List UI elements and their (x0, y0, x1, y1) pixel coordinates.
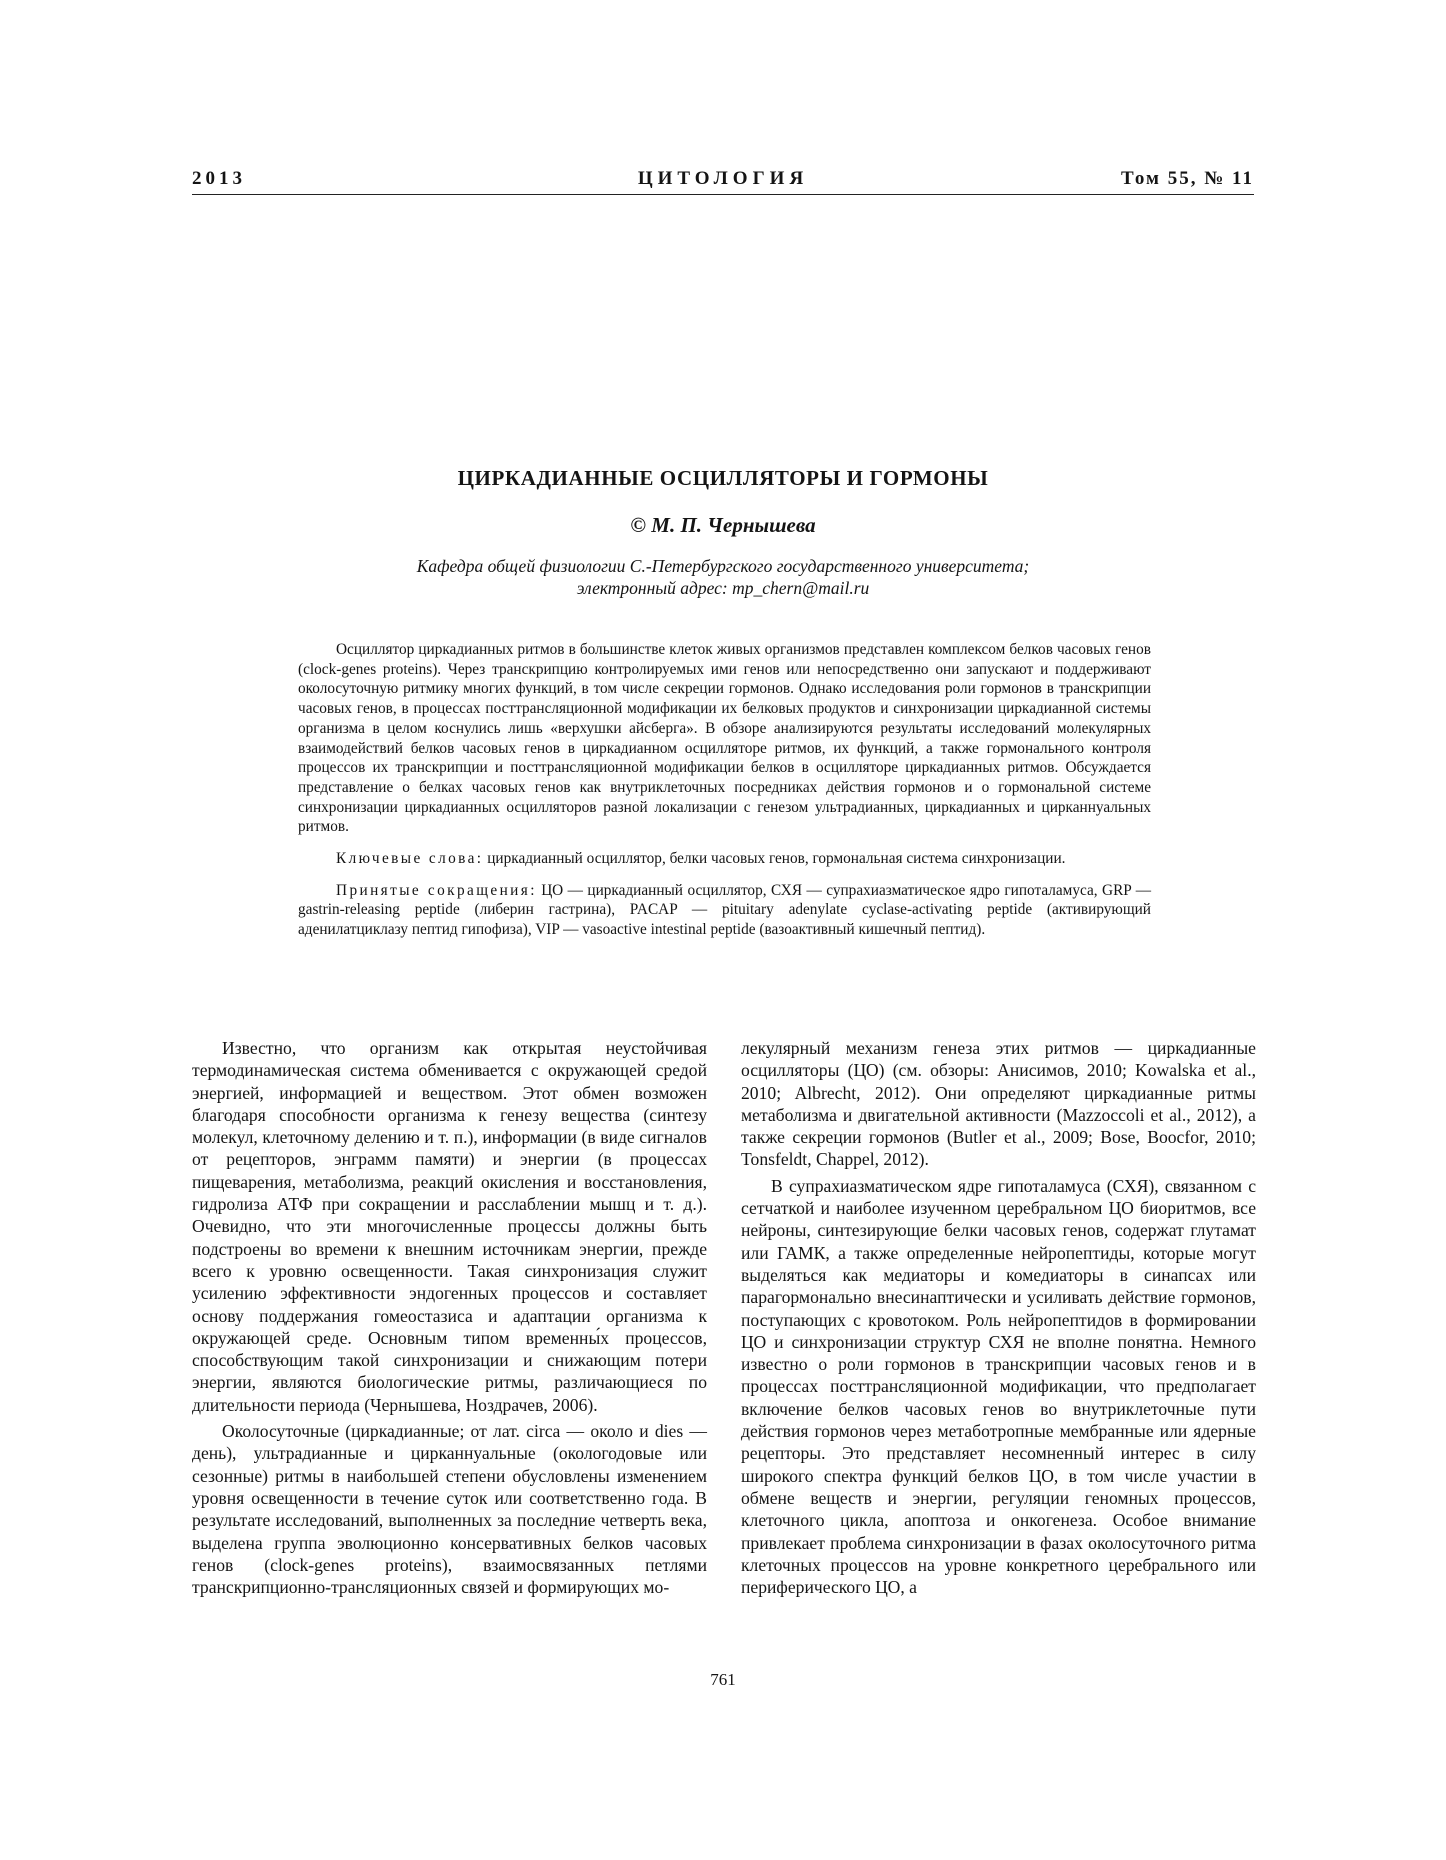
body-column-right (741, 1037, 1256, 1602)
abbreviations-label: Принятые сокращения: (336, 881, 537, 899)
page-number: 761 (710, 1670, 736, 1689)
affiliation-line: Кафедра общей физиологии С.-Петербургского государственного университета; (416, 556, 1030, 576)
article-title: ЦИРКАДИАННЫЕ ОСЦИЛЛЯТОРЫ И ГОРМОНЫ (457, 466, 989, 490)
body-paragraph: В супрахиазматическом ядре гипоталамуса (СХЯ), связанном с сетчаткой и наиболее изученном церебральном ЦО биоритмов, все нейроны, синтезирующие белки часовых генов, содержат глутамат или ГАМК, а также определенные нейропептиды, которые могут выделяться как медиаторы и комедиаторы в синапсах или парагормонально внесинаптически и усиливать действие гормонов, поступающих с кровотоком. Роль нейропептидов в формировании ЦО и синхронизации структур СХЯ не вполне понятна. Немного известно о роли гормонов в транскрипции часовых генов и в процессах посттрансляционной модификации, что предполагает включение белков часовых генов во внутриклеточные пути действия гормонов через метаботропные мембранные или ядерные рецепторы. Это представляет несомненный интерес в силу широкого спектра функций белков ЦО, в том числе участии в обмене веществ и энергии, регуляции геномных процессов, клеточного цикла, апоптоза и онкогенеза. Особое внимание привлекает проблема синхронизации в фазах околосуточного ритма клеточных процессов на уровне конкретного церебрального или периферического ЦО, а (741, 1175, 1256, 1598)
abbreviations-text: ЦО — циркадианный осциллятор, СХЯ — супрахиазматическое ядро гипоталамуса, GRP — gastrin-releasing peptide (либерин гастрина), PACAP — pituitary adenylate cyclase-activating peptide (активирующий аденилатциклазу пептид гипофиза), VIP — vasoactive intestinal peptide (вазоактивный кишечный пептид). (298, 881, 1151, 939)
running-header (192, 166, 1254, 195)
keywords-text: циркадианный осциллятор, белки часовых генов, гормональная система синхронизации. (483, 850, 1066, 868)
abbreviations (298, 881, 1151, 940)
author-affiliation (192, 555, 1254, 599)
header-volume-issue: Том 55, № 11 (1121, 168, 1254, 189)
body-paragraph: лекулярный механизм генеза этих ритмов — циркадианные осцилляторы (ЦО) (см. обзоры: Анисимов, 2010; Kowalska et al., 2010; Albrecht, 2012). Они определяют циркадианные ритмы метаболизма и двигательной активности (Mazzoccoli et al., 2012), а также секреции гормонов (Butler et al., 2009; Bose, Boocfor, 2010; Tonsfeldt, Chappel, 2012). (741, 1038, 1256, 1170)
header-year: 2013 (192, 168, 246, 189)
body-paragraph: Известно, что организм как открытая неустойчивая термодинамическая система обменивается с окружающей средой энергией, информацией и веществом. Этот обмен возможен благодаря способности организма к генезу вещества (синтезу молекул, клеточному делению и т. п.), информации (в виде сигналов от рецепторов, энграмм памяти) и энергии (в процессах пищеварения, метаболизма, реакций окисления и восстановления, гидролиза АТФ при сокращении и расслаблении мышц и т. д.). Очевидно, что эти многочисленные процессы должны быть подстроены во времени к внешним источникам энергии, прежде всего к уровню освещенности. Такая синхронизация служит усилению эффективности эндогенных процессов и составляет основу поддержания гомеостазиса и адаптации организма к окружающей среде. Основным типом временны́х процессов, способствующим такой синхронизации и снижающим потери энергии, являются биологические ритмы, различающиеся по длительности периода (Чернышева, Ноздрачев, 2006). (192, 1038, 707, 1415)
keywords (298, 849, 1151, 869)
body-paragraph: Околосуточные (циркадианные; от лат. circa — около и dies — день), ультрадианные и цирканнуальные (окологодовые или сезонные) ритмы в наибольшей степени обусловлены изменением уровня освещенности в течение суток или соответственно года. В результате исследований, выполненных за последние четверть века, выделена группа эволюционно консервативных белков часовых генов (clock-genes proteins), взаимосвязанных петлями транскрипционно-трансляционных связей и формирующих мо- (192, 1421, 707, 1598)
body-column-left (192, 1037, 707, 1602)
affiliation-email-line: электронный адрес: mp_chern@mail.ru (576, 578, 870, 598)
abstract-text: Осциллятор циркадианных ритмов в большинстве клеток живых организмов представлен комплексом белков часовых генов (clock-genes proteins). Через транскрипцию контролируемых ими генов или непосредственно они запускают и поддерживают околосуточную ритмику многих функций, в том числе секреции гормонов. Однако исследования роли гормонов в транскрипции часовых генов, в процессах посттрансляционной модификации их белковых продуктов и синхронизации циркадианной системы организма в целом коснулись лишь «верхушки айсберга». В обзоре анализируются результаты исследований молекулярных взаимодействий белков часовых генов в циркадианном осцилляторе ритмов, их функций, а также гормонального контроля процессов их транскрипции и посттрансляционной модификации белков в осцилляторе циркадианных ритмов. Обсуждается представление о белках часовых генов как внутриклеточных посредниках действия гормонов и о гормональной системе синхронизации циркадианных осцилляторов разной локализации с генезом ультрадианных, циркадианных и цирканнуальных ритмов. (298, 641, 1151, 836)
keywords-label: Ключевые слова: (336, 850, 484, 868)
article-author: © М. П. Чернышева (630, 513, 816, 537)
abstract (298, 640, 1151, 952)
header-journal-name: ЦИТОЛОГИЯ (637, 168, 809, 189)
